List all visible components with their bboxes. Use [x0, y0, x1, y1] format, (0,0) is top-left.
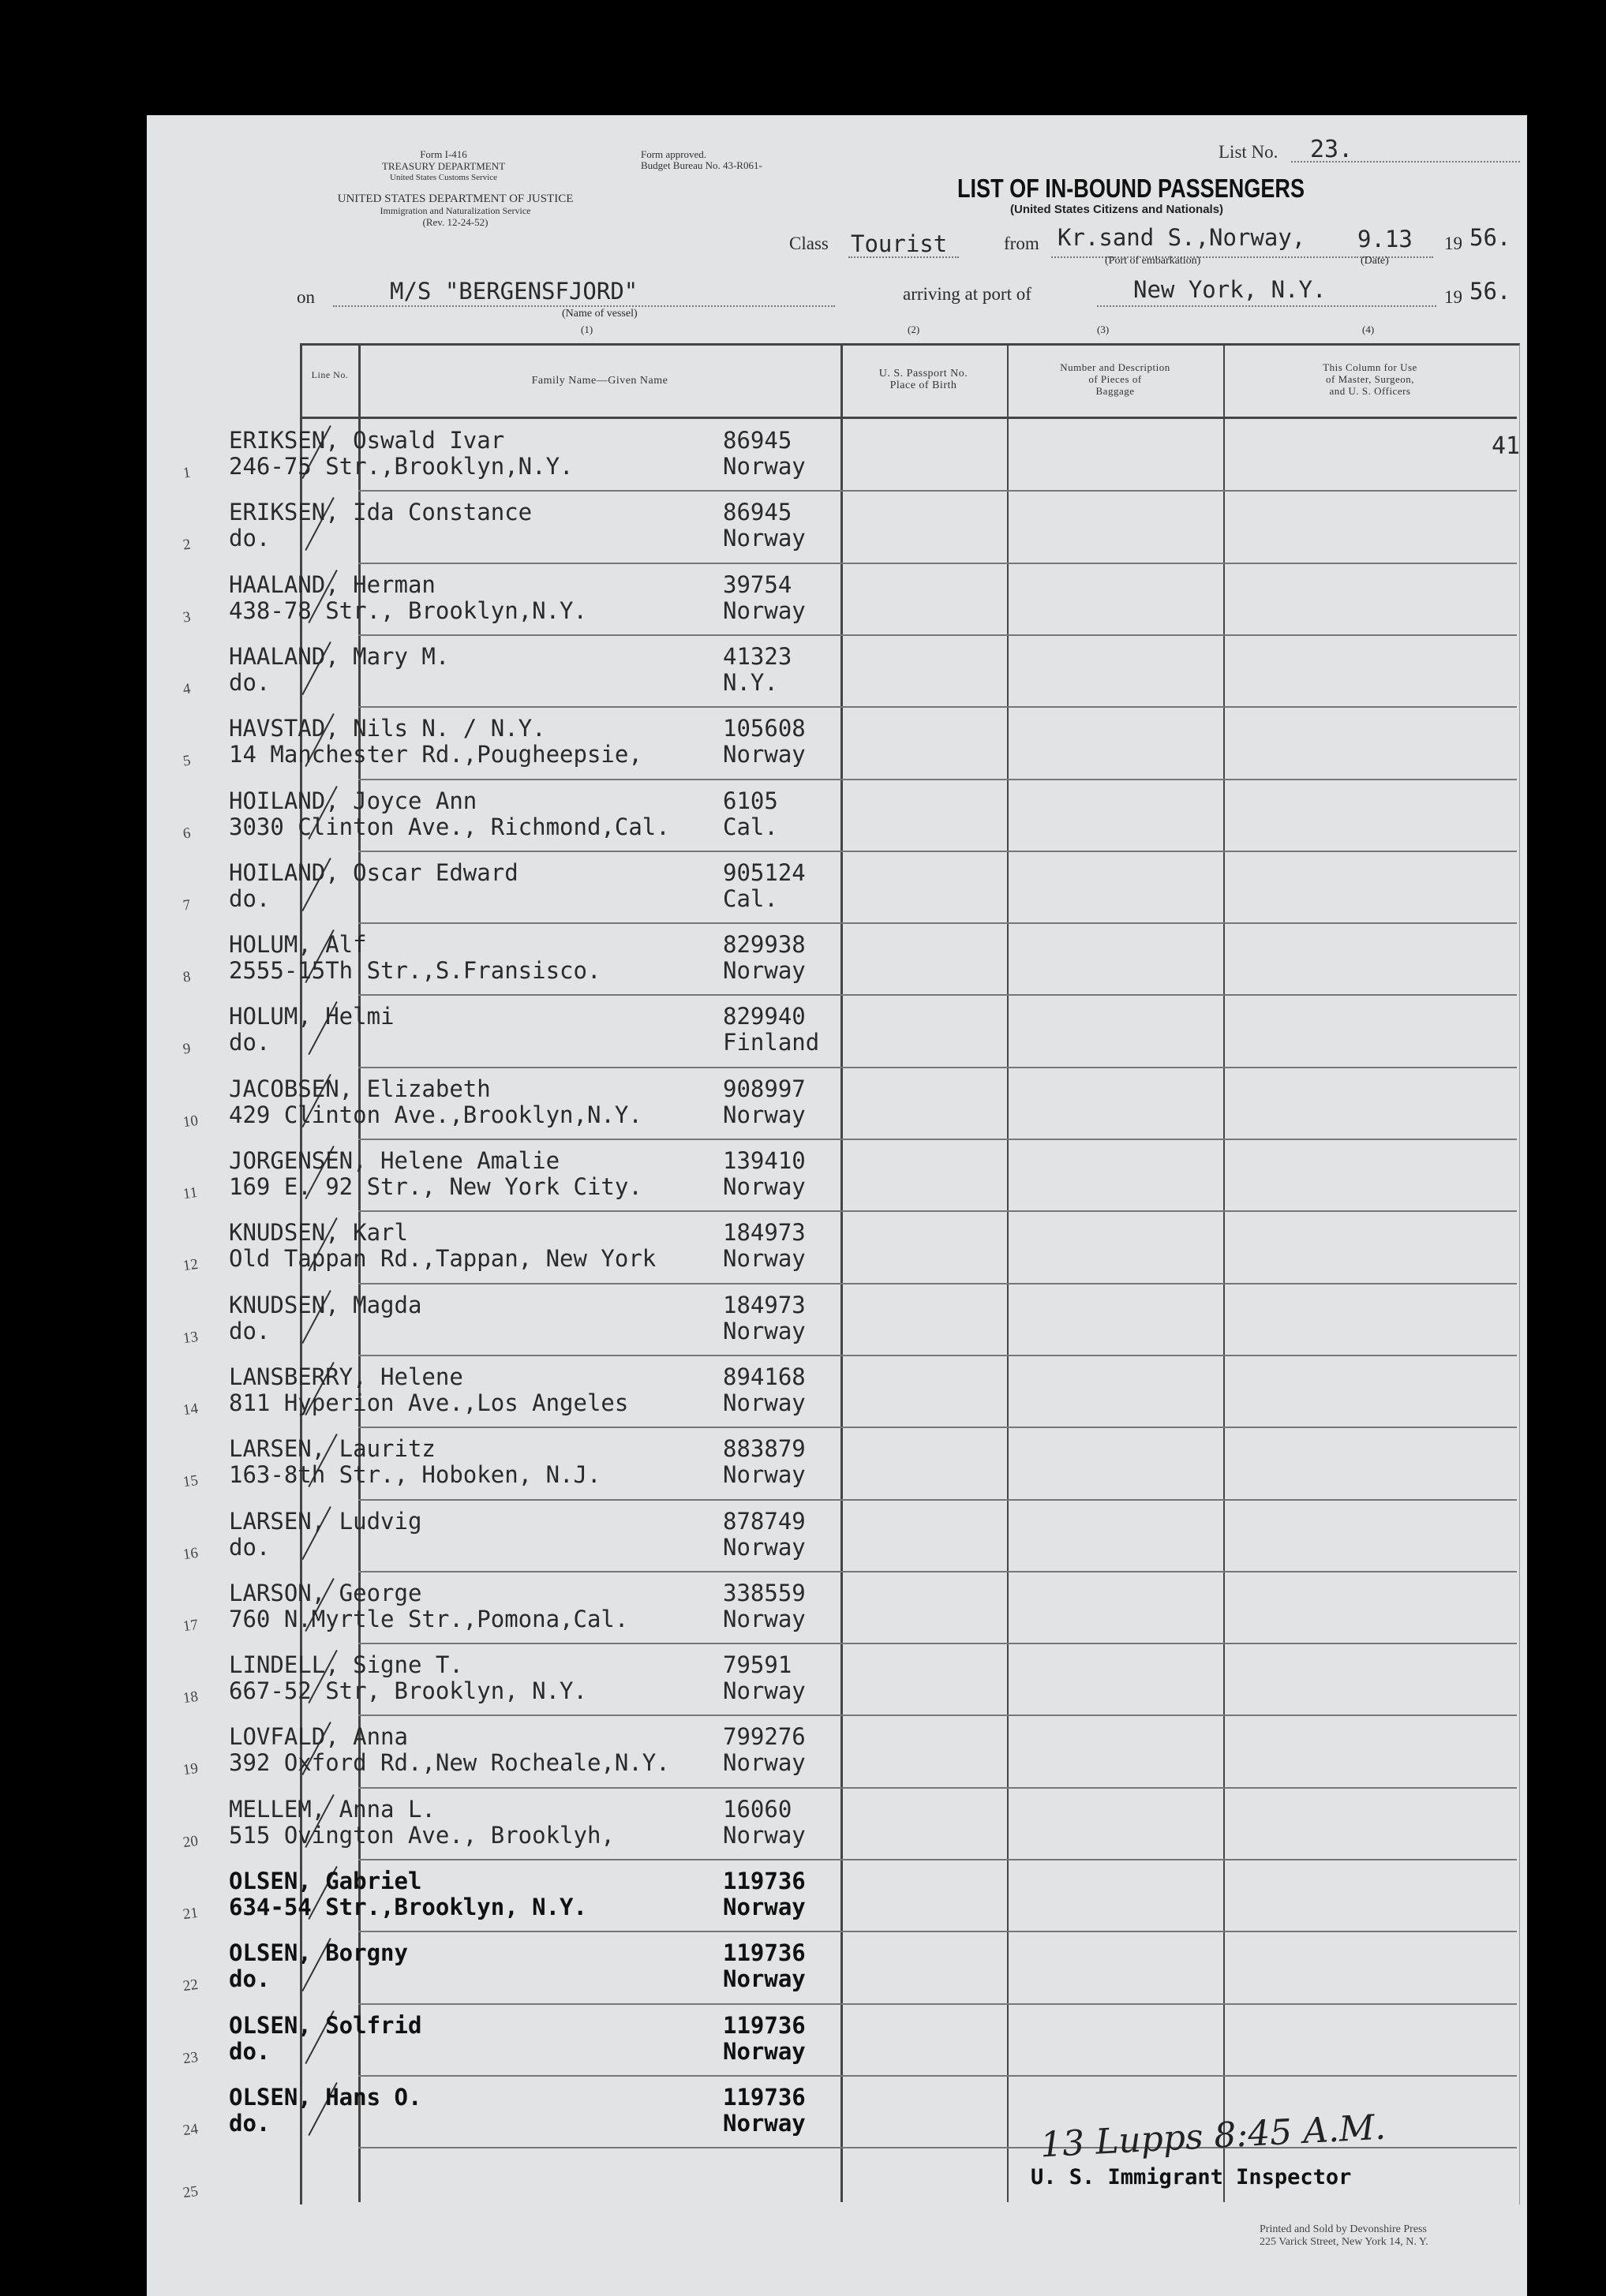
form-number: Form I-416	[420, 148, 467, 160]
place-of-birth: Norway	[723, 741, 806, 768]
date-caption: (Date)	[1361, 255, 1389, 267]
arrival-port-value: New York, N.Y.	[1133, 276, 1327, 303]
passenger-name: LARSON, George	[229, 1579, 422, 1606]
row-divider	[358, 2003, 1517, 2005]
passenger-name: LINDELL, Signe T.	[229, 1651, 463, 1679]
passport-number: 41323	[723, 642, 792, 670]
revision: (Rev. 12-24-52)	[422, 216, 489, 228]
line-number: 21	[182, 1904, 200, 1924]
row-divider	[358, 1643, 1517, 1644]
passport-number: 86945	[723, 499, 792, 526]
place-of-birth: Norway	[723, 1533, 806, 1561]
passport-number: 79591	[723, 1651, 792, 1679]
line-number: 22	[182, 1976, 200, 1995]
place-of-birth: Norway	[723, 1749, 806, 1777]
passport-number: 119736	[723, 2011, 806, 2039]
col4-number: (4)	[1362, 323, 1375, 335]
line-number: 12	[182, 1256, 200, 1275]
line-number: 1	[182, 464, 192, 482]
year-prefix: 19	[1444, 234, 1462, 253]
passenger-address: 3030 Clinton Ave., Richmond,Cal.	[229, 813, 670, 840]
inspector-label: U. S. Immigrant Inspector	[1031, 2165, 1352, 2189]
place-of-birth: Norway	[723, 957, 806, 985]
passenger-name: HOILAND, Joyce Ann	[229, 787, 477, 814]
col1-number: (1)	[581, 323, 593, 335]
list-label: List No.	[1219, 142, 1278, 162]
row-divider	[358, 2075, 1517, 2077]
line-number: 6	[182, 824, 192, 843]
passenger-name: HAALAND, Mary M.	[229, 642, 450, 670]
place-of-birth: Norway	[723, 596, 806, 624]
line-number: 5	[182, 752, 192, 770]
row-divider	[358, 1139, 1517, 1140]
passenger-address: 634-54 Str.,Brooklyn, N.Y.	[229, 1894, 587, 1920]
vessel-caption: (Name of vessel)	[562, 308, 638, 320]
date-value: 9.13	[1357, 226, 1413, 252]
passenger-name: ERIKSEN, Oswald Ivar	[229, 427, 505, 454]
passenger-name: OLSEN, Borgny	[229, 1939, 408, 1967]
place-of-birth: Norway	[723, 525, 806, 552]
row-divider	[358, 1715, 1517, 1716]
line-number: 16	[182, 1544, 200, 1563]
line-number: 25	[182, 2182, 200, 2202]
passenger-name: ERIKSEN, Ida Constance	[229, 499, 533, 526]
place-of-birth: Norway	[723, 1101, 806, 1128]
list-number: 23.	[1310, 136, 1353, 163]
row-divider	[358, 1067, 1517, 1068]
margin-note: 41	[1492, 432, 1521, 460]
col-header-name: Family Name—Given Name	[531, 375, 668, 387]
passenger-name: OLSEN, Hans O.	[229, 2083, 422, 2111]
row-divider	[358, 706, 1517, 708]
justice-dept: UNITED STATES DEPARTMENT OF JUSTICE	[337, 193, 574, 205]
passenger-address: do.	[229, 1965, 271, 1993]
passenger-address: 2555-15Th Str.,S.Fransisco.	[229, 957, 601, 985]
vessel-name: M/S "BERGENSFJORD"	[390, 278, 638, 305]
place-of-birth: Norway	[723, 1461, 806, 1489]
row-divider	[358, 1499, 1517, 1501]
embark-port-value: Kr.sand S.,Norway,	[1058, 224, 1306, 251]
passport-number: 139410	[723, 1147, 806, 1174]
row-divider	[358, 779, 1517, 780]
page-title: LIST OF IN-BOUND PASSENGERS	[957, 174, 1305, 203]
row-divider	[358, 1210, 1517, 1212]
passenger-address: 515 Ovington Ave., Brooklyh,	[229, 1821, 615, 1849]
passenger-name: HOLUM, Alf	[229, 931, 367, 959]
line-number: 13	[182, 1328, 200, 1347]
passenger-address: 392 Oxford Rd.,New Rocheale,N.Y.	[229, 1749, 670, 1777]
col-header-baggage: Number and Description of Pieces of Baggage	[1060, 361, 1170, 397]
passport-number: 119736	[723, 1868, 806, 1894]
line-number: 7	[182, 896, 192, 914]
on-label: on	[297, 287, 315, 307]
line-number: 11	[182, 1184, 199, 1203]
row-divider	[358, 1427, 1517, 1428]
line-number: 2	[182, 536, 192, 554]
passenger-address: do.	[229, 525, 271, 552]
place-of-birth: Cal.	[723, 884, 778, 912]
passenger-address: do.	[229, 1317, 271, 1344]
passenger-address: do.	[229, 1533, 271, 1561]
passenger-address: do.	[229, 884, 271, 912]
ins-service: Immigration and Naturalization Service	[380, 205, 531, 216]
from-label: from	[1004, 234, 1039, 253]
passenger-name: HOILAND, Oscar Edward	[229, 858, 518, 886]
place-of-birth: Finland	[723, 1029, 820, 1056]
passport-number: 905124	[723, 858, 806, 886]
col3-number: (3)	[1097, 323, 1110, 335]
place-of-birth: Norway	[723, 2037, 806, 2065]
passenger-name: MELLEM, Anna L.	[229, 1795, 436, 1823]
passenger-name: LARSEN, Lauritz	[229, 1435, 436, 1463]
col-header-line-no: Line No.	[311, 369, 349, 380]
printer-line-1: Printed and Sold by Devonshire Press	[1260, 2223, 1427, 2235]
passport-number: 39754	[723, 570, 792, 598]
row-divider	[358, 851, 1517, 852]
budget-bureau: Budget Bureau No. 43-R061-	[641, 159, 762, 171]
passport-number: 829938	[723, 931, 806, 959]
col-header-passport: U. S. Passport No. Place of Birth	[878, 368, 968, 391]
col-header-officers: This Column for Use of Master, Surgeon, and U. S. Officers	[1323, 361, 1417, 397]
place-of-birth: Norway	[723, 1965, 806, 1993]
place-of-birth: Norway	[723, 1605, 806, 1632]
line-number: 17	[182, 1616, 200, 1636]
passenger-address: do.	[229, 1029, 271, 1056]
passenger-address: do.	[229, 2037, 271, 2065]
passenger-name: KNUDSEN, Magda	[229, 1291, 422, 1318]
page-subtitle: (United States Citizens and Nationals)	[1010, 203, 1224, 216]
passport-number: 16060	[723, 1795, 792, 1823]
passenger-name: JACOBSEN, Elizabeth	[229, 1075, 491, 1102]
place-of-birth: Norway	[723, 1245, 806, 1273]
class-value: Tourist	[851, 230, 948, 257]
row-divider	[358, 1931, 1517, 1932]
line-number: 9	[182, 1040, 192, 1058]
class-label: Class	[789, 234, 829, 253]
passenger-address: 169 E. 92 Str., New York City.	[229, 1173, 642, 1200]
passenger-address: do.	[229, 668, 271, 696]
place-of-birth: Norway	[723, 1821, 806, 1849]
year-value-2: 56.	[1469, 278, 1511, 305]
line-number: 20	[182, 1832, 200, 1851]
row-divider	[358, 1283, 1517, 1284]
passenger-address: do.	[229, 2109, 271, 2137]
passenger-name: HAVSTAD, Nils N. / N.Y.	[229, 715, 546, 742]
passenger-name: OLSEN, Solfrid	[229, 2011, 422, 2039]
line-number: 18	[182, 1688, 200, 1707]
place-of-birth: N.Y.	[723, 668, 778, 696]
row-divider	[358, 1787, 1517, 1789]
line-number: 23	[182, 2048, 200, 2067]
line-number: 24	[182, 2120, 200, 2140]
row-divider	[358, 1571, 1517, 1572]
passport-number: 878749	[723, 1507, 806, 1535]
passport-number: 119736	[723, 2083, 806, 2111]
passenger-address: 246-75 Str.,Brooklyn,N.Y.	[229, 453, 574, 480]
line-number: 4	[182, 680, 192, 698]
embark-caption: (Port of embarkation)	[1105, 255, 1201, 267]
place-of-birth: Norway	[723, 1173, 806, 1200]
passport-number: 184973	[723, 1219, 806, 1247]
passenger-address: 667-52 Str, Brooklyn, N.Y.	[229, 1677, 587, 1705]
passport-number: 799276	[723, 1723, 806, 1751]
passenger-name: JORGENSEN, Helene Amalie	[229, 1147, 560, 1174]
passport-number: 184973	[723, 1291, 806, 1318]
place-of-birth: Norway	[723, 1677, 806, 1705]
row-divider	[358, 634, 1517, 636]
row-divider	[358, 1859, 1517, 1860]
place-of-birth: Norway	[723, 2109, 806, 2137]
handwritten-inspection-note: 13 Lupps 8:45 A.M.	[1039, 2107, 1387, 2166]
row-divider	[358, 922, 1517, 924]
line-number: 3	[182, 608, 192, 626]
place-of-birth: Norway	[723, 1389, 806, 1416]
passport-number: 894168	[723, 1363, 806, 1390]
form-approved: Form approved.	[641, 148, 707, 160]
passport-number: 829940	[723, 1003, 806, 1030]
passenger-name: LOVFALD, Anna	[229, 1723, 408, 1751]
year-prefix-2: 19	[1444, 287, 1462, 307]
passenger-address: 438-78 Str., Brooklyn,N.Y.	[229, 596, 587, 624]
passport-number: 6105	[723, 787, 778, 814]
place-of-birth: Norway	[723, 1894, 806, 1920]
row-divider	[358, 1355, 1517, 1356]
row-divider	[358, 994, 1517, 996]
line-number: 19	[182, 1760, 200, 1779]
passenger-name: KNUDSEN, Karl	[229, 1219, 408, 1247]
arriving-label: arriving at port of	[903, 284, 1031, 304]
year-value: 56.	[1469, 224, 1511, 251]
place-of-birth: Norway	[723, 453, 806, 480]
passport-number: 119736	[723, 1939, 806, 1967]
passenger-address: Old Tappan Rd.,Tappan, New York	[229, 1245, 657, 1273]
passenger-name: HOLUM, Helmi	[229, 1003, 395, 1030]
row-divider	[358, 563, 1517, 564]
passport-number: 338559	[723, 1579, 806, 1606]
passenger-name: HAALAND, Herman	[229, 570, 436, 598]
line-number: 10	[182, 1112, 200, 1131]
passenger-name: LANSBERRY, Helene	[229, 1363, 463, 1390]
place-of-birth: Norway	[723, 1317, 806, 1344]
col2-number: (2)	[908, 323, 920, 335]
treasury-dept: TREASURY DEPARTMENT	[381, 160, 506, 172]
customs-service: United States Customs Service	[390, 173, 497, 182]
passenger-address: 14 Manchester Rd.,Pougheepsie,	[229, 741, 642, 768]
printer-line-2: 225 Varick Street, New York 14, N. Y.	[1260, 2236, 1428, 2248]
passport-number: 86945	[723, 427, 792, 454]
passenger-name: OLSEN, Gabriel	[229, 1868, 422, 1894]
line-number: 15	[182, 1471, 200, 1491]
passport-number: 908997	[723, 1075, 806, 1102]
passenger-address: 811 Hyperion Ave.,Los Angeles	[229, 1389, 629, 1416]
line-number: 8	[182, 968, 192, 986]
passport-number: 883879	[723, 1435, 806, 1463]
passenger-name: LARSEN, Ludvig	[229, 1507, 422, 1535]
passport-number: 105608	[723, 715, 806, 742]
line-number: 14	[182, 1400, 200, 1419]
place-of-birth: Cal.	[723, 813, 778, 840]
passenger-address: 429 Clinton Ave.,Brooklyn,N.Y.	[229, 1101, 642, 1128]
passenger-address: 760 N.Myrtle Str.,Pomona,Cal.	[229, 1605, 629, 1632]
row-divider	[358, 490, 1517, 492]
passenger-address: 163-8th Str., Hoboken, N.J.	[229, 1461, 601, 1489]
